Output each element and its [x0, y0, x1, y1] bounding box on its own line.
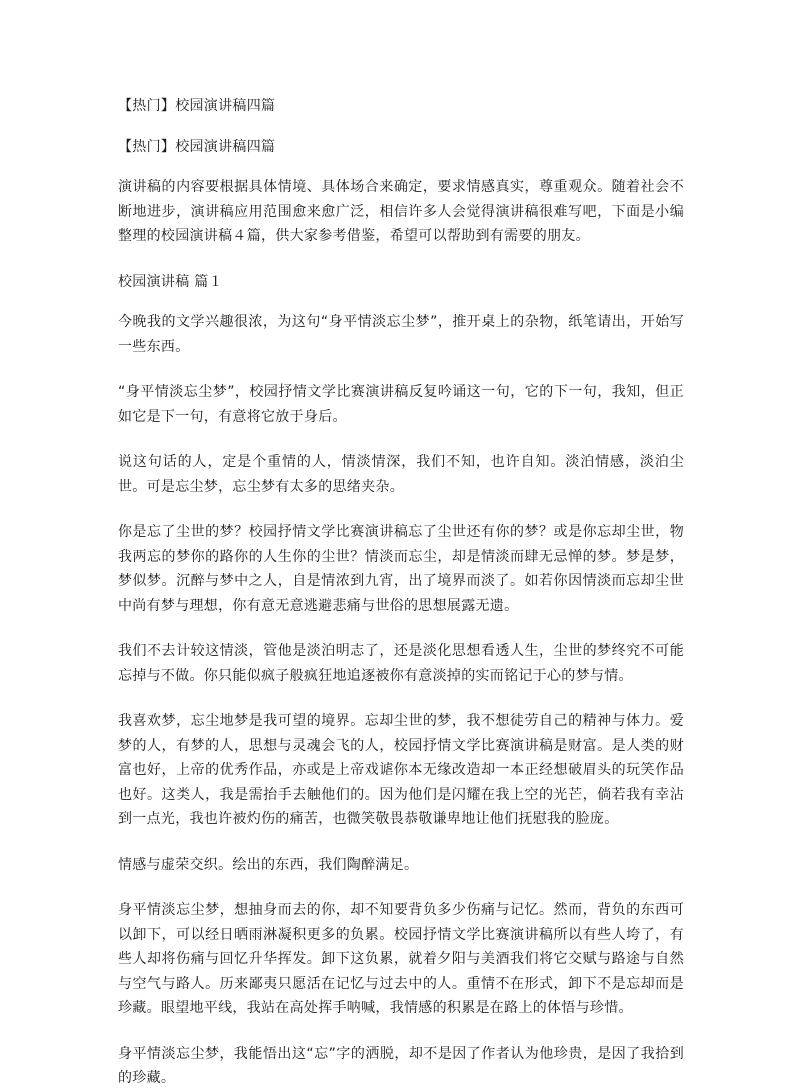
- body-paragraph: 情感与虚荣交织。绘出的东西，我们陶醉满足。: [118, 856, 419, 873]
- body-paragraph: 今晚我的文学兴趣很浓，为这句“身平情淡忘尘梦”，推开桌上的杂物，纸笔请出，开始写一些东西。: [118, 314, 684, 355]
- body-paragraph: 身平情淡忘尘梦，想抽身而去的你，却不知要背负多少伤痛与记忆。然而，背负的东西可以卸下，可以经日晒雨淋凝积更多的负累。校园抒情文学比赛演讲稿所以有些人垮了，有些人却将伤痛与回忆升华挥发。卸下这负累，就着夕阳与美酒我们将它交赋与路途与自然与空气与路人。历来鄙夷只愿活在记忆与过去中的人。重情不在形式，卸下不是忘却而是珍藏。眼望地平线，我站在高处挥手呐喊，我情感的积累是在路上的体悟与珍惜。: [118, 902, 684, 1016]
- document-title-repeat: 【热门】校园演讲稿四篇: [118, 138, 276, 155]
- body-paragraph: 你是忘了尘世的梦？校园抒情文学比赛演讲稿忘了尘世还有你的梦？或是你忘却尘世，物我两忘的梦你的路你的人生你的尘世？情淡而忘尘，却是情淡而肆无忌惮的梦。梦是梦，梦似梦。沉醉与梦中之人，自是情浓到九宵，出了境界而淡了。如若你因情淡而忘却尘世中尚有梦与理想，你有意无意逃避悲痛与世俗的思想展露无遗。: [118, 524, 684, 614]
- body-paragraph: 身平情淡忘尘梦，我能悟出这“忘”字的洒脱，却不是因了作者认为他珍贵，是因了我拾到的珍藏。: [118, 1045, 684, 1086]
- body-paragraph: 说这句话的人，定是个重情的人，情淡情深，我们不知，也许自知。淡泊情感，淡泊尘世。可是忘尘梦，忘尘梦有太多的思绪夹杂。: [118, 454, 684, 495]
- document-title: 【热门】校园演讲稿四篇: [118, 98, 276, 114]
- section-heading: 校园演讲稿 篇１: [118, 273, 223, 290]
- body-paragraph: 我喜欢梦，忘尘地梦是我可望的境界。忘却尘世的梦，我不想徒劳自己的精神与体力。爱梦的人，有梦的人，思想与灵魂会飞的人，校园抒情文学比赛演讲稿是财富。是人类的财富也好，上帝的优秀作品，亦或是上帝戏谑你本无缘改造却一本正经想破眉头的玩笑作品也好。这类人，我是需抬手去触他们的。因为他们是闪耀在我上空的光芒，倘若我有幸沾到一点光，我也许被灼伤的痛苦，也微笑敬畏恭敬谦卑地让他们抚慰我的脸庞。: [118, 713, 684, 827]
- body-paragraph: 我们不去计较这情淡，管他是淡泊明志了，还是淡化思想看透人生，尘世的梦终究不可能忘掉与不做。你只能似疯子般疯狂地追逐被你有意淡掉的实而铭记于心的梦与情。: [118, 643, 684, 684]
- intro-paragraph: 演讲稿的内容要根据具体情境、具体场合来确定，要求情感真实，尊重观众。随着社会不断地进步，演讲稿应用范围愈来愈广泛，相信许多人会觉得演讲稿很难写吧，下面是小编整理的校园演讲稿４篇，供大家参考借鉴，希望可以帮助到有需要的朋友。: [118, 179, 684, 244]
- body-paragraph: “身平情淡忘尘梦”，校园抒情文学比赛演讲稿反复吟诵这一句，它的下一句，我知，但正如它是下一句，有意将它放于身后。: [118, 384, 684, 425]
